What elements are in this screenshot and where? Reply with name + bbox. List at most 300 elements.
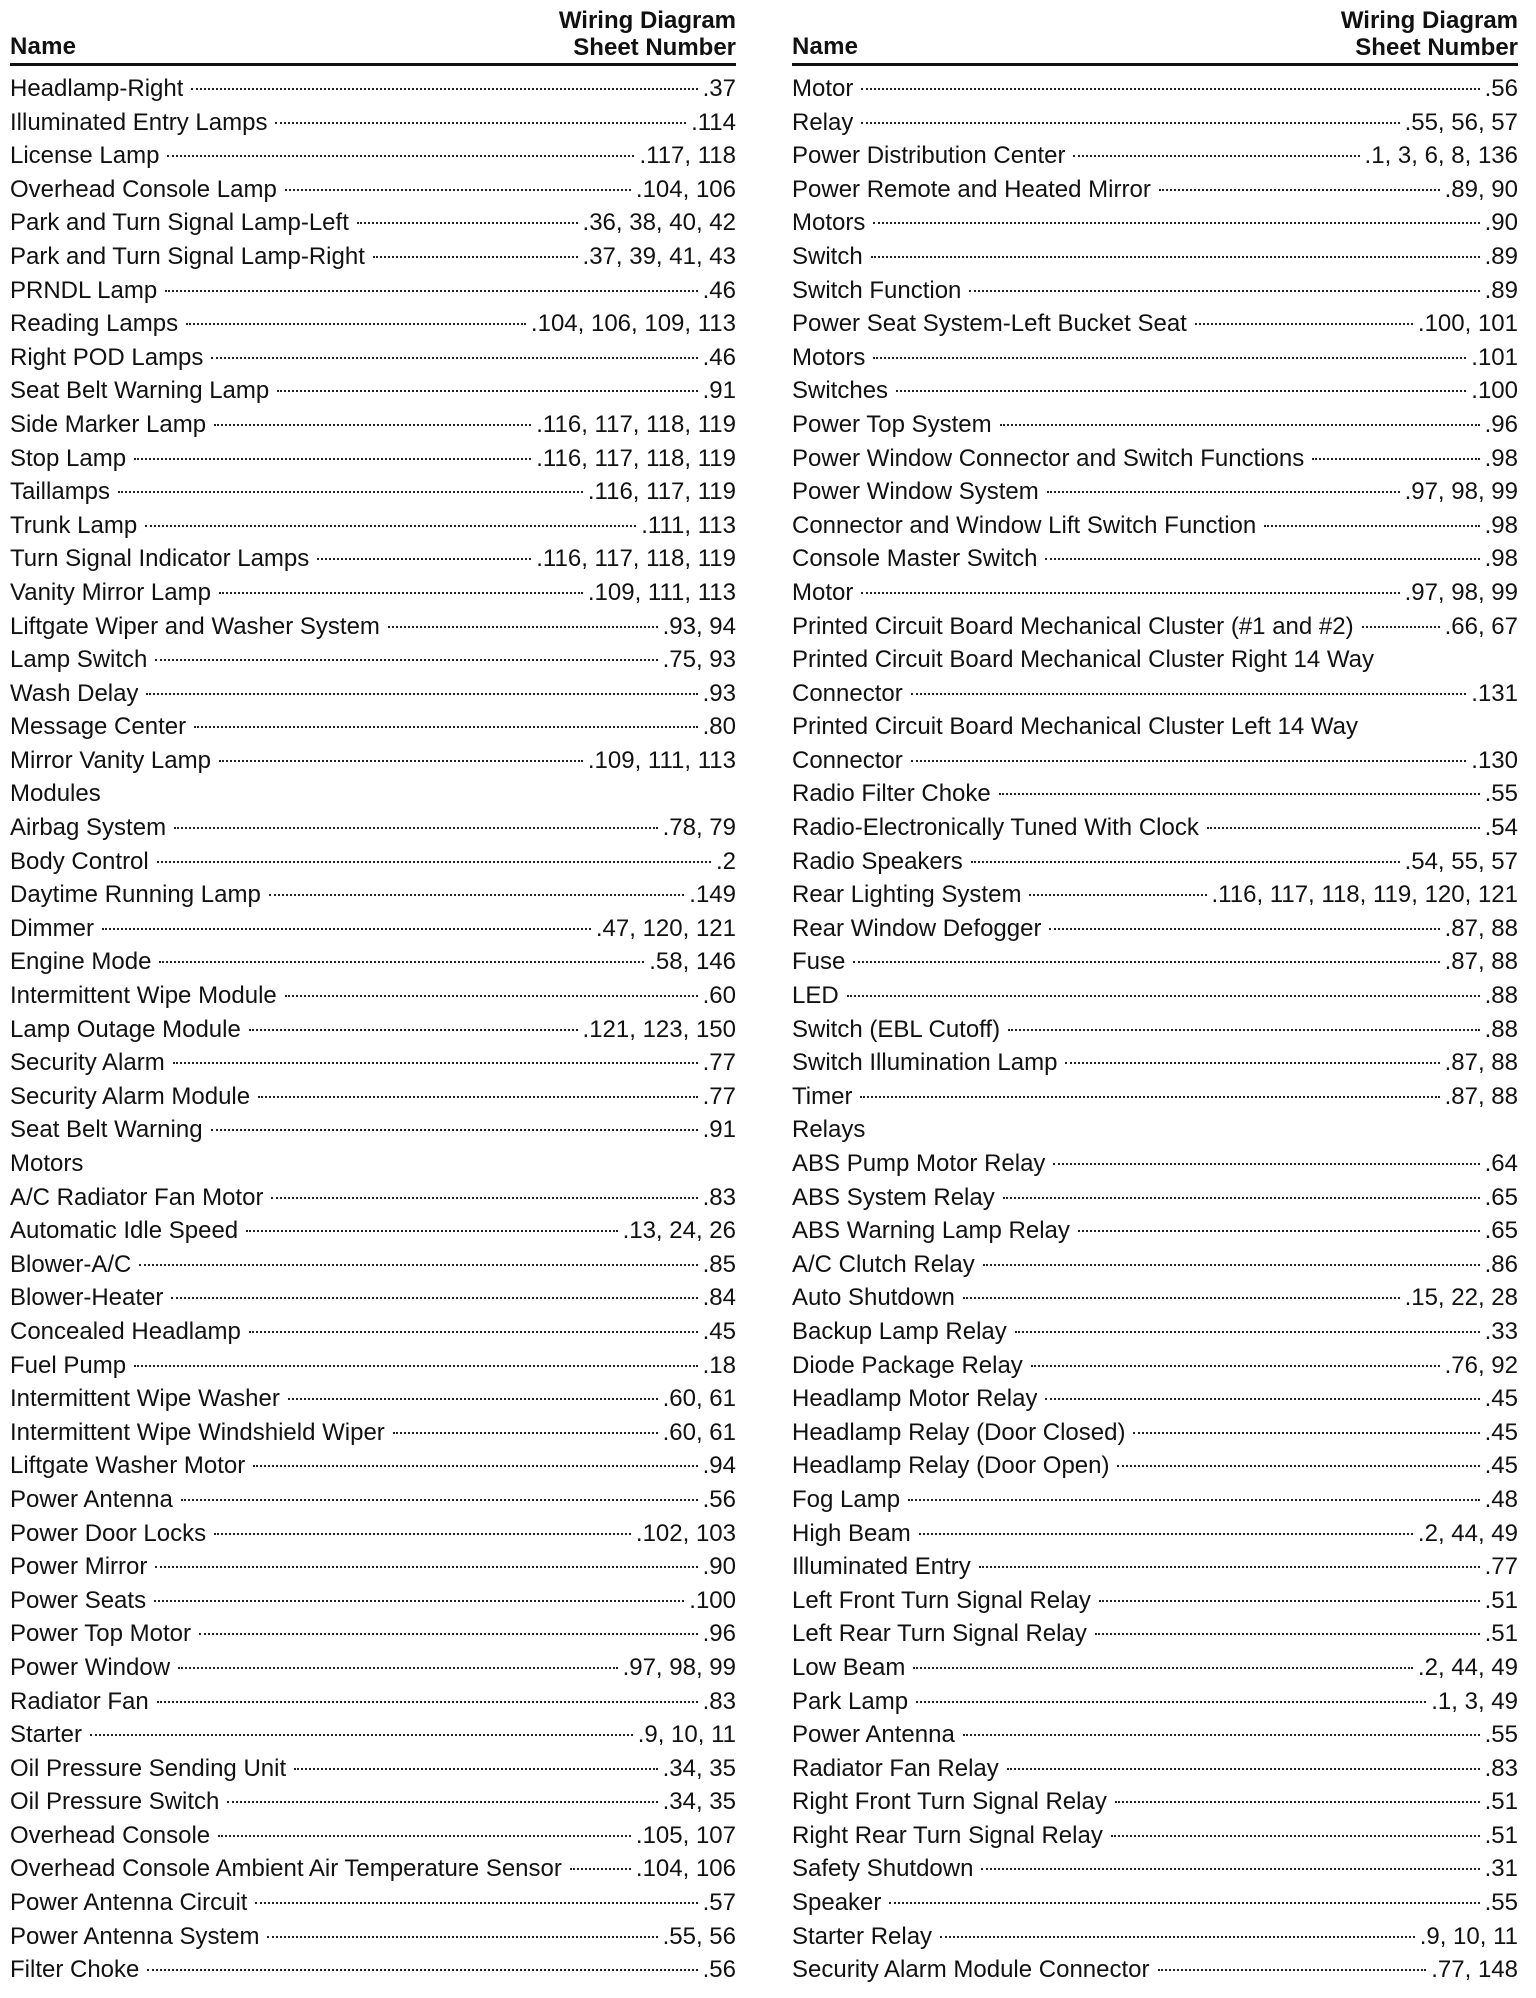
sheet-numbers: .87, 88 xyxy=(1444,1082,1518,1110)
dot-leader xyxy=(1045,1398,1479,1400)
sheet-numbers: .51 xyxy=(1484,1788,1518,1816)
dot-leader xyxy=(271,1197,697,1199)
entry-name: Left Rear Turn Signal Relay xyxy=(792,1620,1087,1648)
sheet-numbers: .109, 111, 113 xyxy=(587,578,736,606)
sheet-numbers: .77, 148 xyxy=(1431,1956,1518,1984)
index-entry xyxy=(792,307,1518,341)
dot-leader xyxy=(181,1499,698,1501)
index-entry xyxy=(10,1315,736,1349)
entry-name: Radio Filter Choke xyxy=(792,780,991,808)
entry-name: Headlamp Motor Relay xyxy=(792,1385,1038,1413)
sheet-numbers: .131 xyxy=(1471,679,1518,707)
index-entry xyxy=(10,1382,736,1416)
entry-name: Illuminated Entry xyxy=(792,1553,971,1581)
dot-leader xyxy=(147,1969,697,1971)
sheet-numbers: .18 xyxy=(702,1351,736,1379)
entry-name: Daytime Running Lamp xyxy=(10,881,261,909)
index-entry xyxy=(10,610,736,644)
sheet-numbers: .2, 44, 49 xyxy=(1417,1519,1518,1547)
sheet-numbers: .98 xyxy=(1484,511,1518,539)
index-entry xyxy=(10,1685,736,1719)
dot-leader xyxy=(1047,491,1400,493)
sheet-numbers: .47, 120, 121 xyxy=(595,914,736,942)
entry-name: Side Marker Lamp xyxy=(10,410,207,438)
entry-name: Power Remote and Heated Mirror xyxy=(792,175,1151,203)
sheet-numbers: .1, 3, 49 xyxy=(1431,1687,1518,1715)
dot-leader xyxy=(191,88,697,90)
index-entry xyxy=(792,442,1518,476)
entry-name: Security Alarm Module Connector xyxy=(792,1956,1150,1984)
sheet-numbers: .116, 117, 118, 119 xyxy=(536,444,736,472)
entry-name: Seat Belt Warning xyxy=(10,1116,203,1144)
entry-name: Power Antenna System xyxy=(10,1922,260,1950)
dot-leader xyxy=(388,626,658,628)
entry-name: Switch (EBL Cutoff) xyxy=(792,1015,1001,1043)
dot-leader xyxy=(1053,1163,1479,1165)
index-entry xyxy=(792,1651,1518,1685)
dot-leader xyxy=(146,693,697,695)
index-entry xyxy=(10,274,736,308)
sheet-numbers: .116, 117, 118, 119 xyxy=(536,545,736,573)
index-entry xyxy=(10,1718,736,1752)
entry-name: Starter Relay xyxy=(792,1922,933,1950)
sheet-numbers: .51 xyxy=(1484,1821,1518,1849)
entry-name: Stop Lamp xyxy=(10,444,127,472)
entry-name: Power Window Connector and Switch Functions xyxy=(792,444,1305,472)
index-entry xyxy=(10,845,736,879)
index-entry xyxy=(792,1920,1518,1954)
index-group-heading xyxy=(792,1113,1518,1147)
dot-leader xyxy=(919,1533,1413,1535)
dot-leader xyxy=(155,1566,697,1568)
index-entry xyxy=(10,1013,736,1047)
entry-name: High Beam xyxy=(792,1519,911,1547)
entry-name: Oil Pressure Sending Unit xyxy=(10,1754,287,1782)
sheet-numbers: .93, 94 xyxy=(662,612,736,640)
sheet-numbers: .96 xyxy=(702,1620,736,1648)
dot-leader xyxy=(173,1062,698,1064)
dot-leader xyxy=(373,256,578,258)
index-entry-continued xyxy=(792,643,1518,677)
index-entry xyxy=(792,106,1518,140)
entry-name: PRNDL Lamp xyxy=(10,276,158,304)
dot-leader xyxy=(139,1264,697,1266)
index-entry xyxy=(792,1819,1518,1853)
index-entry xyxy=(792,1281,1518,1315)
dot-leader xyxy=(269,894,684,896)
sheet-numbers: .116, 117, 118, 119 xyxy=(536,410,736,438)
sheet-numbers: .88 xyxy=(1484,1015,1518,1043)
sheet-numbers: .117, 118 xyxy=(639,142,736,170)
dot-leader xyxy=(145,525,636,527)
index-entry xyxy=(792,1214,1518,1248)
dot-leader xyxy=(219,760,583,762)
dot-leader xyxy=(1159,189,1440,191)
index-entry xyxy=(792,1449,1518,1483)
index-entry xyxy=(10,442,736,476)
entry-name: Headlamp-Right xyxy=(10,75,184,102)
dot-leader xyxy=(275,122,686,124)
entry-name: A/C Radiator Fan Motor xyxy=(10,1183,264,1211)
sheet-numbers: .86 xyxy=(1484,1250,1518,1278)
index-entry xyxy=(10,206,736,240)
dot-leader xyxy=(277,390,697,392)
entry-name: Safety Shutdown xyxy=(792,1855,974,1883)
dot-leader xyxy=(317,558,531,560)
index-entry xyxy=(792,1181,1518,1215)
sheet-numbers: .45 xyxy=(702,1317,736,1345)
entry-name: Trunk Lamp xyxy=(10,511,138,539)
entry-name: Timer xyxy=(792,1082,853,1110)
dot-leader xyxy=(102,928,591,930)
dot-leader xyxy=(1117,1465,1479,1467)
dot-leader xyxy=(294,1768,657,1770)
sheet-numbers: .89 xyxy=(1484,242,1518,270)
dot-leader xyxy=(940,1936,1415,1938)
index-entry xyxy=(10,1953,736,1987)
sheet-numbers: .37 xyxy=(702,75,736,102)
entry-name: A/C Clutch Relay xyxy=(792,1250,975,1278)
entry-name: Fog Lamp xyxy=(792,1485,901,1513)
dot-leader xyxy=(1099,1600,1480,1602)
entry-name: Diode Package Relay xyxy=(792,1351,1023,1379)
sheet-numbers: .100 xyxy=(689,1586,736,1614)
dot-leader xyxy=(134,458,531,460)
sheet-numbers: .54, 55, 57 xyxy=(1404,847,1518,875)
entry-name: Power Seat System-Left Bucket Seat xyxy=(792,310,1187,338)
index-entry xyxy=(10,1584,736,1618)
dot-leader xyxy=(90,1734,633,1736)
entry-name: Filter Choke xyxy=(10,1956,140,1984)
index-entry xyxy=(792,341,1518,375)
sheet-numbers: .34, 35 xyxy=(662,1754,736,1782)
dot-leader xyxy=(873,222,1479,224)
entry-name: Modules xyxy=(10,780,101,808)
entry-name: Lamp Outage Module xyxy=(10,1015,241,1043)
entry-name: Connector and Window Lift Switch Function xyxy=(792,511,1257,539)
index-entry xyxy=(10,1416,736,1450)
index-entry xyxy=(10,1886,736,1920)
index-group-heading xyxy=(10,777,736,811)
index-entry xyxy=(10,307,736,341)
entry-name: Power Mirror xyxy=(10,1553,148,1581)
index-entry xyxy=(10,1483,736,1517)
entry-name: Engine Mode xyxy=(10,948,152,976)
entry-name: Connector xyxy=(792,679,903,707)
entry-name: Overhead Console Ambient Air Temperature Sensor xyxy=(10,1855,562,1883)
dot-leader xyxy=(1031,1365,1440,1367)
dot-leader xyxy=(227,1801,657,1803)
index-entry xyxy=(792,1046,1518,1080)
sheet-numbers: .85 xyxy=(702,1250,736,1278)
sheet-numbers: .51 xyxy=(1484,1586,1518,1614)
index-entry xyxy=(792,475,1518,509)
entry-name: Illuminated Entry Lamps xyxy=(10,108,268,136)
entry-name: Blower-Heater xyxy=(10,1284,164,1312)
entry-name: Security Alarm Module xyxy=(10,1082,251,1110)
sheet-numbers: .104, 106 xyxy=(635,1855,736,1883)
index-entry xyxy=(10,1080,736,1114)
dot-leader xyxy=(258,1096,698,1098)
dot-leader xyxy=(979,1566,1480,1568)
dot-leader xyxy=(186,323,526,325)
sheet-numbers: .91 xyxy=(702,377,736,405)
index-entry xyxy=(792,1315,1518,1349)
dot-leader xyxy=(1207,827,1480,829)
entry-name: Rear Window Defogger xyxy=(792,914,1042,942)
index-entry xyxy=(792,1852,1518,1886)
dot-leader xyxy=(357,222,578,224)
entry-name: Power Window xyxy=(10,1653,171,1681)
sheet-numbers: .66, 67 xyxy=(1444,612,1518,640)
index-entry xyxy=(792,1382,1518,1416)
index-column-left xyxy=(10,0,736,1987)
sheet-numbers: .105, 107 xyxy=(635,1821,736,1849)
index-entry xyxy=(10,979,736,1013)
entry-name: Left Front Turn Signal Relay xyxy=(792,1586,1091,1614)
index-entry xyxy=(792,811,1518,845)
entry-name: Power Antenna Circuit xyxy=(10,1889,248,1917)
entry-name: ABS Warning Lamp Relay xyxy=(792,1217,1070,1245)
index-entry xyxy=(10,1248,736,1282)
entry-name: Radio Speakers xyxy=(792,847,963,875)
entry-name: Park and Turn Signal Lamp-Left xyxy=(10,209,349,237)
dot-leader xyxy=(214,424,531,426)
dot-leader xyxy=(916,1701,1426,1703)
dot-leader xyxy=(1133,1432,1479,1434)
dot-leader xyxy=(157,861,711,863)
sheet-numbers: .83 xyxy=(702,1687,736,1715)
sheet-numbers: .33 xyxy=(1484,1317,1518,1345)
entry-name: Power Window System xyxy=(792,478,1039,506)
entry-name: Radiator Fan xyxy=(10,1687,149,1715)
dot-leader xyxy=(853,961,1439,963)
index-entry xyxy=(792,139,1518,173)
index-entry xyxy=(792,1416,1518,1450)
dot-leader xyxy=(1015,1331,1480,1333)
entry-name: Dimmer xyxy=(10,914,94,942)
dot-leader xyxy=(174,827,658,829)
sheet-numbers: .45 xyxy=(1484,1452,1518,1480)
entry-name: Power Door Locks xyxy=(10,1519,207,1547)
entry-name: Fuel Pump xyxy=(10,1351,127,1379)
sheet-numbers: .2 xyxy=(715,847,736,875)
index-entry xyxy=(792,1886,1518,1920)
entry-name: Headlamp Relay (Door Closed) xyxy=(792,1418,1126,1446)
sheet-numbers: .54 xyxy=(1484,814,1518,842)
entry-name: Right Rear Turn Signal Relay xyxy=(792,1821,1103,1849)
dot-leader xyxy=(963,1297,1400,1299)
dot-leader xyxy=(1065,1062,1439,1064)
sheet-heading-line1: Wiring Diagram xyxy=(1340,7,1518,34)
index-entry xyxy=(792,72,1518,106)
dot-leader xyxy=(1312,458,1479,460)
index-entry xyxy=(792,408,1518,442)
sheet-numbers: .77 xyxy=(702,1049,736,1077)
entry-name: Auto Shutdown xyxy=(792,1284,955,1312)
sheet-numbers: .97, 98, 99 xyxy=(1404,478,1518,506)
entry-name: Connector xyxy=(792,746,903,774)
index-entry xyxy=(10,811,736,845)
dot-leader xyxy=(1115,1801,1480,1803)
dot-leader xyxy=(873,357,1466,359)
index-entry xyxy=(10,1046,736,1080)
index-entry xyxy=(792,576,1518,610)
index-entry xyxy=(792,1785,1518,1819)
index-entry xyxy=(10,945,736,979)
index-entry xyxy=(10,710,736,744)
dot-leader xyxy=(1049,928,1439,930)
dot-leader xyxy=(963,1734,1480,1736)
sheet-heading-line1: Wiring Diagram xyxy=(558,7,736,34)
sheet-numbers: .90 xyxy=(1484,209,1518,237)
dot-leader xyxy=(911,760,1467,762)
sheet-numbers: .121, 123, 150 xyxy=(582,1015,736,1043)
dot-leader xyxy=(218,1835,631,1837)
dot-leader xyxy=(288,1398,658,1400)
sheet-numbers: .58, 146 xyxy=(649,948,736,976)
index-entry xyxy=(10,1617,736,1651)
index-entries xyxy=(792,72,1518,1987)
dot-leader xyxy=(1007,1768,1480,1770)
entry-name: Overhead Console xyxy=(10,1821,211,1849)
index-entry xyxy=(792,1080,1518,1114)
name-heading: Name xyxy=(792,33,859,60)
dot-leader xyxy=(1111,1835,1480,1837)
entry-name: Automatic Idle Speed xyxy=(10,1217,239,1245)
sheet-numbers: .114 xyxy=(691,108,736,136)
dot-leader xyxy=(860,1096,1439,1098)
entry-name: Park and Turn Signal Lamp-Right xyxy=(10,242,365,270)
dot-leader xyxy=(157,1701,698,1703)
index-entry xyxy=(10,475,736,509)
entry-name: Airbag System xyxy=(10,814,167,842)
dot-leader xyxy=(159,961,644,963)
index-entry xyxy=(792,1349,1518,1383)
sheet-numbers: .13, 24, 26 xyxy=(622,1217,736,1245)
index-entry xyxy=(792,1953,1518,1987)
entry-name: Switch xyxy=(792,242,863,270)
index-entry xyxy=(10,744,736,778)
entry-name: Mirror Vanity Lamp xyxy=(10,746,211,774)
sheet-numbers: .31 xyxy=(1484,1855,1518,1883)
index-entry xyxy=(10,1113,736,1147)
entry-name: Starter xyxy=(10,1721,83,1749)
sheet-numbers: .45 xyxy=(1484,1385,1518,1413)
sheet-numbers: .104, 106, 109, 113 xyxy=(530,310,736,338)
index-entry xyxy=(792,610,1518,644)
entry-name: Intermittent Wipe Washer xyxy=(10,1385,280,1413)
index-entry xyxy=(10,1752,736,1786)
sheet-number-heading xyxy=(559,7,736,61)
sheet-numbers: .56 xyxy=(702,1956,736,1984)
sheet-numbers: .1, 3, 6, 8, 136 xyxy=(1364,142,1518,170)
entry-name: Printed Circuit Board Mechanical Cluster Right 14 Way xyxy=(792,646,1375,674)
index-entry xyxy=(10,643,736,677)
dot-leader xyxy=(971,861,1400,863)
entry-name: Liftgate Wiper and Washer System xyxy=(10,612,380,640)
index-entry xyxy=(10,1785,736,1819)
sheet-heading-line2: Sheet Number xyxy=(1355,34,1518,61)
sheet-numbers: .90 xyxy=(702,1553,736,1581)
dot-leader xyxy=(285,189,631,191)
index-entry xyxy=(792,1752,1518,1786)
dot-leader xyxy=(861,88,1479,90)
entry-name: Power Top System xyxy=(792,410,992,438)
name-heading: Name xyxy=(10,33,77,60)
sheet-numbers: .87, 88 xyxy=(1444,914,1518,942)
index-entry xyxy=(792,1584,1518,1618)
index-entry xyxy=(10,878,736,912)
sheet-numbers: .87, 88 xyxy=(1444,1049,1518,1077)
entry-name: License Lamp xyxy=(10,142,160,170)
entry-name: Right POD Lamps xyxy=(10,343,204,371)
entry-name: Low Beam xyxy=(792,1653,906,1681)
index-entry xyxy=(10,72,736,106)
entry-name: ABS Pump Motor Relay xyxy=(792,1150,1046,1177)
entry-name: Security Alarm xyxy=(10,1049,165,1077)
entry-name: Switches xyxy=(792,377,889,405)
index-entry xyxy=(10,1449,736,1483)
sheet-numbers: .97, 98, 99 xyxy=(622,1653,736,1681)
index-entry xyxy=(792,173,1518,207)
index-entry xyxy=(792,1550,1518,1584)
entry-name: Reading Lamps xyxy=(10,310,179,338)
index-entry xyxy=(792,1718,1518,1752)
sheet-numbers: .78, 79 xyxy=(662,814,736,842)
index-entry xyxy=(10,1517,736,1551)
entry-name: Power Top Motor xyxy=(10,1620,191,1648)
entry-name: Oil Pressure Switch xyxy=(10,1788,220,1816)
entry-name: LED xyxy=(792,982,839,1010)
dot-leader xyxy=(847,995,1480,997)
sheet-numbers: .55 xyxy=(1484,1889,1518,1917)
dot-leader xyxy=(908,1499,1480,1501)
sheet-numbers: .116, 117, 119 xyxy=(587,478,736,506)
index-entry xyxy=(10,1920,736,1954)
sheet-numbers: .109, 111, 113 xyxy=(587,746,736,774)
entry-name: Right Front Turn Signal Relay xyxy=(792,1788,1107,1816)
entry-name: Overhead Console Lamp xyxy=(10,175,277,203)
column-header xyxy=(10,0,736,66)
sheet-numbers: .100 xyxy=(1471,377,1518,405)
entry-name: Intermittent Wipe Windshield Wiper xyxy=(10,1418,385,1446)
index-entry xyxy=(792,1147,1518,1181)
sheet-numbers: .64 xyxy=(1484,1150,1518,1177)
dot-leader xyxy=(969,290,1479,292)
sheet-numbers: .9, 10, 11 xyxy=(637,1721,736,1749)
index-entry xyxy=(792,912,1518,946)
sheet-numbers: .97, 98, 99 xyxy=(1404,578,1518,606)
dot-leader xyxy=(896,390,1466,392)
sheet-numbers: .48 xyxy=(1484,1485,1518,1513)
sheet-numbers: .60 xyxy=(702,982,736,1010)
entry-name: Motor xyxy=(792,578,854,606)
sheet-numbers: .34, 35 xyxy=(662,1788,736,1816)
entry-name: Turn Signal Indicator Lamps xyxy=(10,545,310,573)
index-entry xyxy=(10,1281,736,1315)
dot-leader xyxy=(246,1230,617,1232)
index-column-right xyxy=(792,0,1518,1987)
sheet-numbers: .102, 103 xyxy=(635,1519,736,1547)
entry-name: Concealed Headlamp xyxy=(10,1317,241,1345)
dot-leader xyxy=(194,726,698,728)
index-entry xyxy=(792,744,1518,778)
index-entry xyxy=(792,542,1518,576)
sheet-numbers: .9, 10, 11 xyxy=(1419,1922,1518,1950)
index-entry xyxy=(10,576,736,610)
dot-leader xyxy=(1195,323,1413,325)
